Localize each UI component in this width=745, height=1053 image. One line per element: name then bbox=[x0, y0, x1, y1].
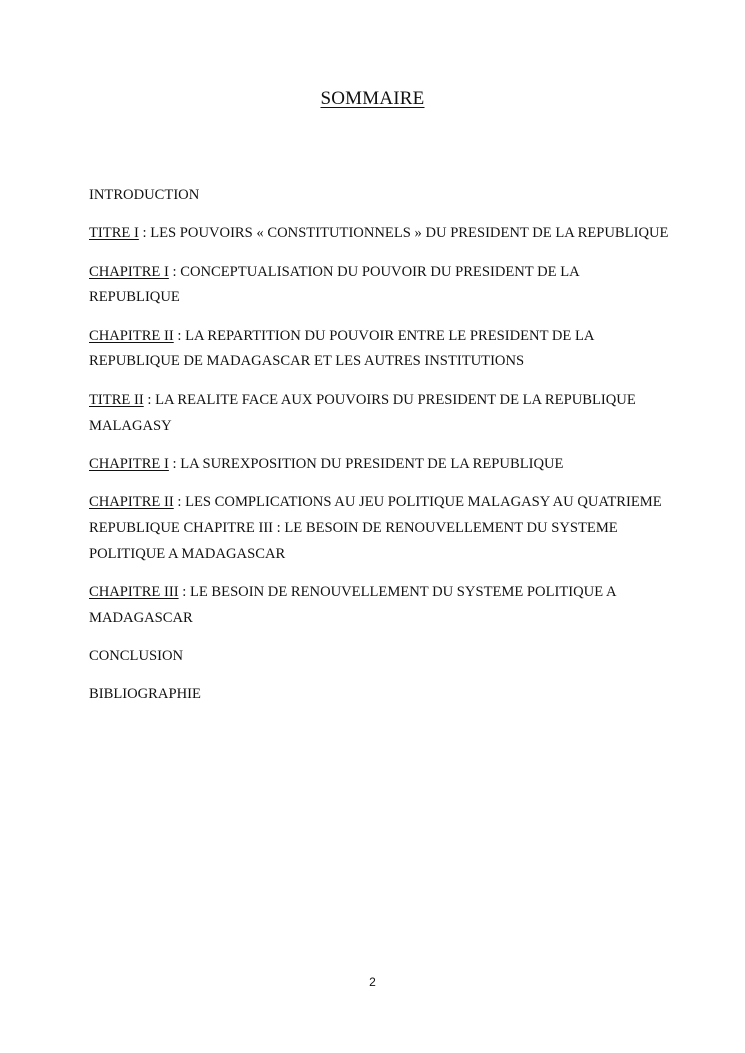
table-of-contents bbox=[89, 183, 669, 721]
toc-entry-chapitre-1 bbox=[89, 260, 669, 312]
toc-entry-text: : LA SUREXPOSITION DU PRESIDENT DE LA REPUBLIQUE bbox=[168, 455, 564, 472]
toc-entry-text: CONCLUSION bbox=[89, 648, 184, 665]
toc-entry-label: CHAPITRE I bbox=[89, 455, 169, 472]
toc-entry-text: : LE BESOIN DE RENOUVELLEMENT DU SYSTEME POLITIQUE A MADAGASCAR bbox=[89, 584, 616, 626]
toc-entry-label: TITRE II bbox=[89, 391, 144, 408]
page-number: 2 bbox=[369, 975, 376, 989]
toc-entry-chapitre-2 bbox=[89, 324, 669, 376]
toc-entry-label: TITRE I bbox=[89, 225, 139, 242]
toc-entry-titre-1 bbox=[89, 221, 669, 247]
toc-entry-chapitre-1b bbox=[89, 452, 669, 478]
toc-entry-titre-2 bbox=[89, 388, 669, 440]
toc-entry-text: BIBLIOGRAPHIE bbox=[89, 686, 201, 703]
toc-entry-text: : LES COMPLICATIONS AU JEU POLITIQUE MALAGASY AU QUATRIEME REPUBLIQUE CHAPITRE III : LE BESOIN DE RENOUVELLEMENT DU SYSTEME POLITIQUE A MADAGASCAR bbox=[89, 494, 662, 562]
toc-entry-label: CHAPITRE I bbox=[89, 263, 169, 280]
toc-entry-text: INTRODUCTION bbox=[89, 187, 200, 203]
toc-entry-text: : LES POUVOIRS « CONSTITUTIONNELS » DU PRESIDENT DE LA REPUBLIQUE bbox=[138, 225, 669, 242]
toc-entry-text: : CONCEPTUALISATION DU POUVOIR DU PRESIDENT DE LA REPUBLIQUE bbox=[89, 263, 579, 306]
toc-entry-introduction bbox=[89, 183, 669, 209]
toc-entry-label: CHAPITRE III bbox=[89, 584, 179, 601]
toc-entry-text: : LA REPARTITION DU POUVOIR ENTRE LE PRESIDENT DE LA REPUBLIQUE DE MADAGASCAR ET LES AUTRES INSTITUTIONS bbox=[89, 327, 594, 370]
toc-entry-chapitre-3 bbox=[89, 580, 669, 632]
toc-entry-conclusion bbox=[89, 644, 669, 670]
toc-entry-bibliographie bbox=[89, 682, 669, 708]
page-title: SOMMAIRE bbox=[320, 88, 425, 109]
toc-entry-text: : LA REALITE FACE AUX POUVOIRS DU PRESIDENT DE LA REPUBLIQUE MALAGASY bbox=[89, 391, 636, 434]
toc-entry-label: CHAPITRE II bbox=[89, 327, 174, 344]
toc-entry-label: CHAPITRE II bbox=[89, 494, 174, 511]
toc-entry-chapitre-2b bbox=[89, 490, 669, 567]
